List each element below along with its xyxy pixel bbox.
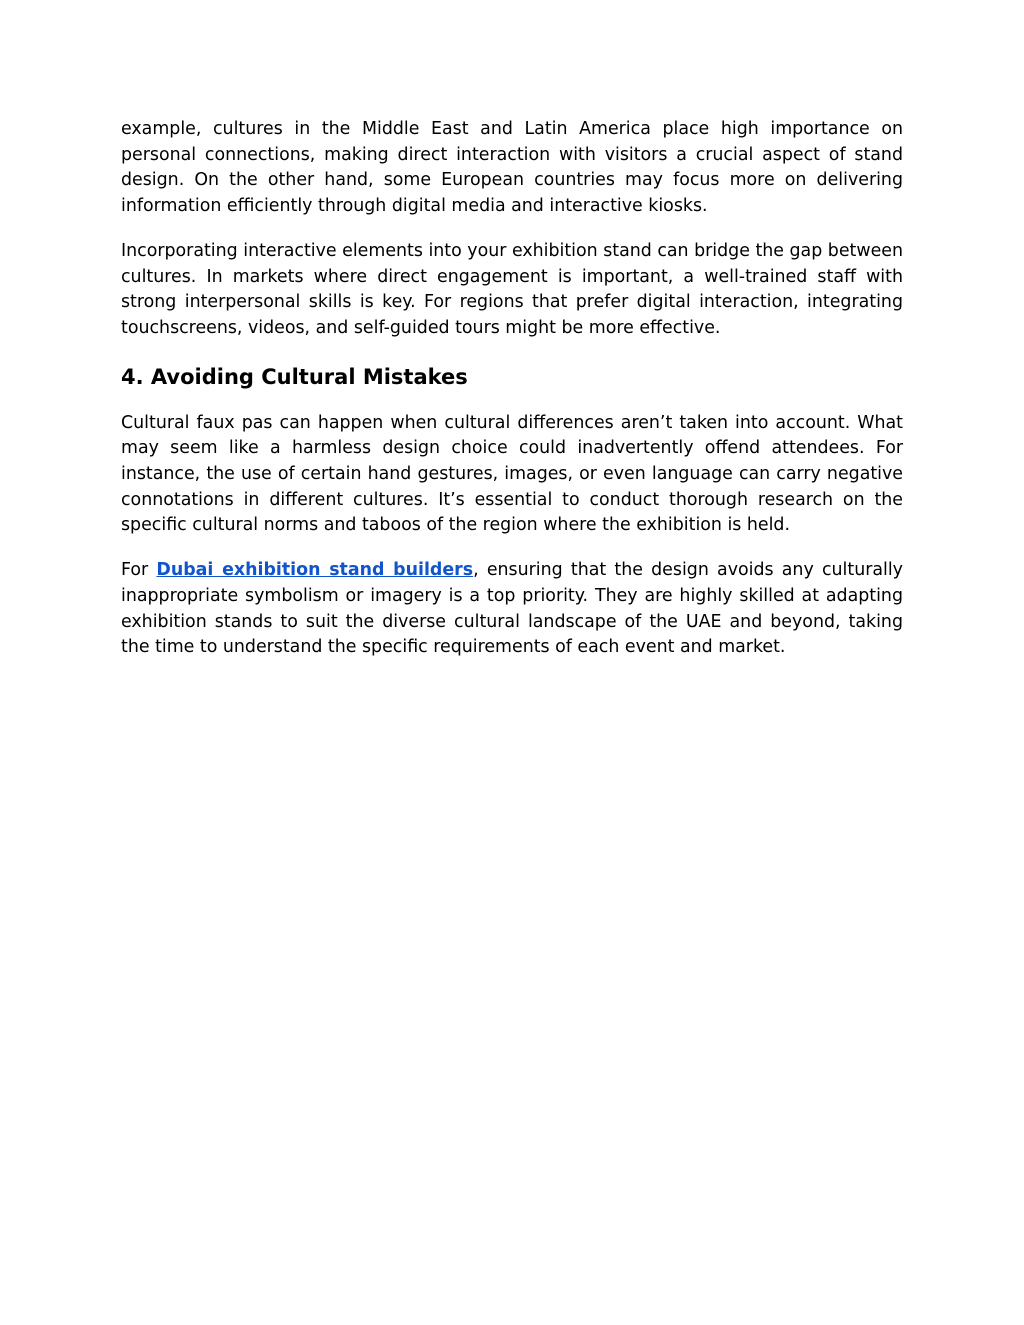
dubai-exhibition-stand-builders-link[interactable]: Dubai exhibition stand builders bbox=[156, 560, 474, 581]
document-page bbox=[121, 117, 903, 680]
paragraph-interactive-elements: Incorporating interactive elements into your exhibition stand can bridge the gap between cultures. In markets where direct engagement is important, a well-trained staff with strong interpersonal skills is key. For regions that prefer digital interaction, integrating touchscreens, videos, and self-guided tours might be more effective. bbox=[121, 240, 903, 338]
paragraph-intro-cultures: example, cultures in the Middle East and Latin America place high importance on personal connections, making direct interaction with visitors a crucial aspect of stand design. On the other hand, some European countries may focus more on delivering information efficiently through digital media and interactive kiosks. bbox=[121, 119, 903, 217]
section-heading: 4. Avoiding Cultural Mistakes bbox=[121, 364, 468, 389]
paragraph-dubai-builders bbox=[121, 558, 903, 661]
paragraph-cultural-faux-pas: Cultural faux pas can happen when cultural differences aren’t taken into account. What may seem like a harmless design choice could inadvertently offend attendees. For instance, the use of certain hand gestures, images, or even language can carry negative connotations in different cultures. It’s essential to conduct thorough research on the specific cultural norms and taboos of the region where the exhibition is held. bbox=[121, 412, 903, 536]
paragraph-prefix: For bbox=[121, 560, 157, 581]
paragraph-suffix: , ensuring that the design avoids any culturally inappropriate symbolism or imagery is a top priority. They are highly skilled at adapting exhibition stands to suit the diverse cultural landscape of the UAE and beyond, taking the time to understand the specific requirements of each event and market. bbox=[121, 560, 903, 658]
